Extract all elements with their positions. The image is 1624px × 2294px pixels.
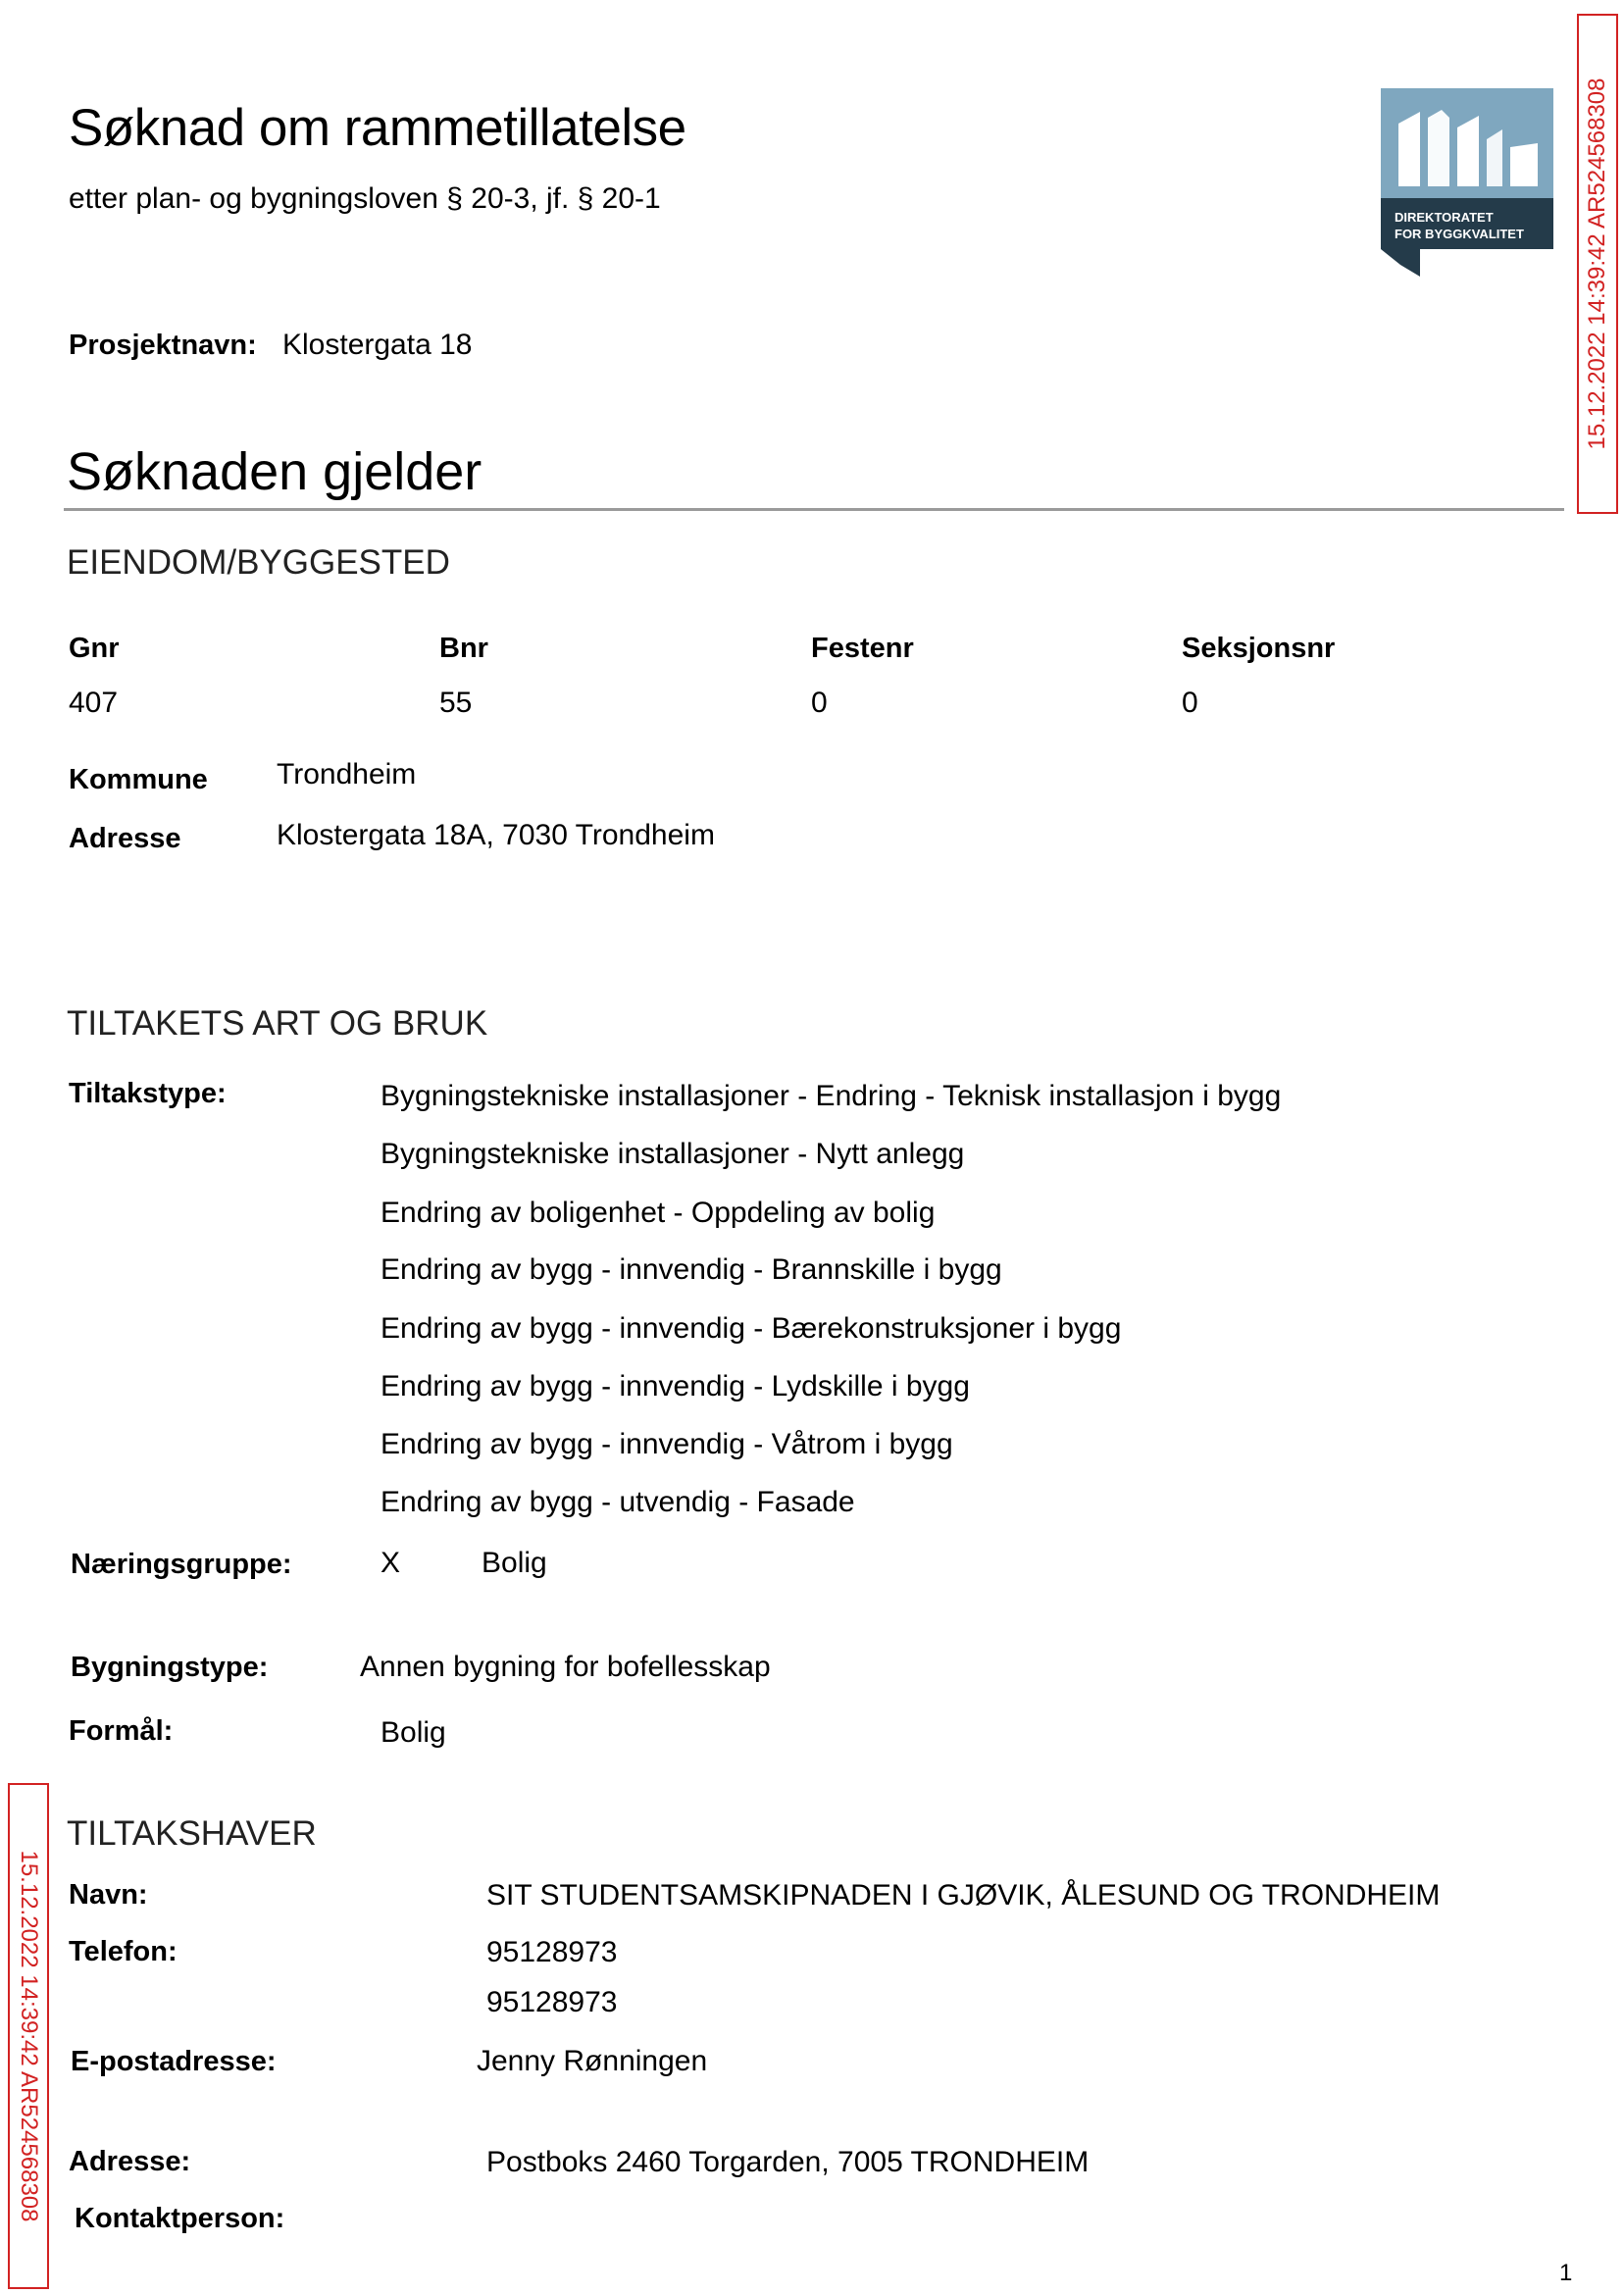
tiltakstype-item: Endring av bygg - innvendig - Bærekonstruksjoner i bygg (381, 1312, 1122, 1345)
timestamp-stamp (8, 1783, 49, 2289)
adresse-tiltakshaver-label: Adresse: (69, 2146, 191, 2177)
epost-label: E-postadresse: (71, 2046, 277, 2077)
dibk-logo (1381, 88, 1553, 277)
tiltakstype-item: Endring av bygg - innvendig - Lydskille i bygg (381, 1370, 970, 1402)
naeringsgruppe-label: Næringsgruppe: (71, 1549, 292, 1580)
timestamp-stamp-text: 15.12.2022 14:39:42 AR524568308 (16, 1850, 42, 2222)
navn-value: SIT STUDENTSAMSKIPNADEN I GJØVIK, ÅLESUND OG TRONDHEIM (486, 1879, 1441, 1912)
festenr-value: 0 (811, 687, 828, 719)
kommune-label: Kommune (69, 764, 208, 795)
heading-tiltakshaver: TILTAKSHAVER (67, 1814, 317, 1853)
tiltakstype-item: Endring av bygg - innvendig - Våtrom i bygg (381, 1428, 953, 1460)
bygningstype-value: Annen bygning for bofellesskap (360, 1651, 771, 1683)
seksjonsnr-value: 0 (1182, 687, 1198, 719)
navn-label: Navn: (69, 1879, 148, 1911)
formal-label: Formål: (69, 1715, 174, 1747)
adresse-value: Klostergata 18A, 7030 Trondheim (277, 819, 715, 851)
timestamp-stamp (1577, 14, 1618, 514)
formal-value: Bolig (381, 1716, 446, 1749)
tiltakstype-item: Endring av boligenhet - Oppdeling av bolig (381, 1197, 936, 1229)
page-number: 1 (1559, 2260, 1573, 2286)
gnr-value: 407 (69, 687, 119, 719)
kommune-value: Trondheim (277, 758, 417, 790)
naeringsgruppe-code: X (381, 1547, 401, 1579)
bnr-value: 55 (439, 687, 473, 719)
gnr-label: Gnr (69, 633, 120, 664)
heading-tiltakets-art: TILTAKETS ART OG BRUK (67, 1004, 488, 1043)
kontaktperson-label: Kontaktperson: (75, 2203, 285, 2234)
section-heading-soknaden-gjelder: Søknaden gjelder (67, 442, 482, 501)
tiltakstype-item: Endring av bygg - utvendig - Fasade (381, 1486, 855, 1518)
tiltakstype-item: Bygningstekniske installasjoner - Nytt anlegg (381, 1138, 965, 1170)
adresse-label: Adresse (69, 823, 181, 854)
section-divider (64, 508, 1564, 511)
bygningstype-label: Bygningstype: (71, 1652, 269, 1683)
naeringsgruppe-value: Bolig (482, 1547, 547, 1579)
bnr-label: Bnr (439, 633, 488, 664)
seksjonsnr-label: Seksjonsnr (1182, 633, 1336, 664)
document-subtitle: etter plan- og bygningsloven § 20-3, jf. § 20-1 (69, 182, 661, 215)
tiltakstype-item: Bygningstekniske installasjoner - Endring - Teknisk installasjon i bygg (381, 1080, 1282, 1112)
festenr-label: Festenr (811, 633, 914, 664)
logo-text-line1: DIREKTORATET (1395, 210, 1494, 225)
timestamp-stamp-text: 15.12.2022 14:39:42 AR524568308 (1584, 77, 1610, 450)
telefon-label: Telefon: (69, 1936, 178, 1967)
project-name-value: Klostergata 18 (282, 329, 473, 361)
telefon-value: 95128973 (486, 1936, 618, 1968)
epost-value: Jenny Rønningen (477, 2045, 708, 2077)
heading-eiendom: EIENDOM/BYGGESTED (67, 543, 450, 582)
tiltakstype-label: Tiltakstype: (69, 1078, 227, 1109)
document-title: Søknad om rammetillatelse (69, 99, 686, 157)
logo-text-line2: FOR BYGGKVALITET (1395, 227, 1524, 241)
telefon-value: 95128973 (486, 1986, 618, 2018)
dibk-logo-graphic (1381, 88, 1553, 277)
project-name-label: Prosjektnavn: (69, 330, 257, 361)
adresse-tiltakshaver-value: Postboks 2460 Torgarden, 7005 TRONDHEIM (486, 2146, 1090, 2178)
tiltakstype-item: Endring av bygg - innvendig - Brannskille i bygg (381, 1253, 1002, 1286)
